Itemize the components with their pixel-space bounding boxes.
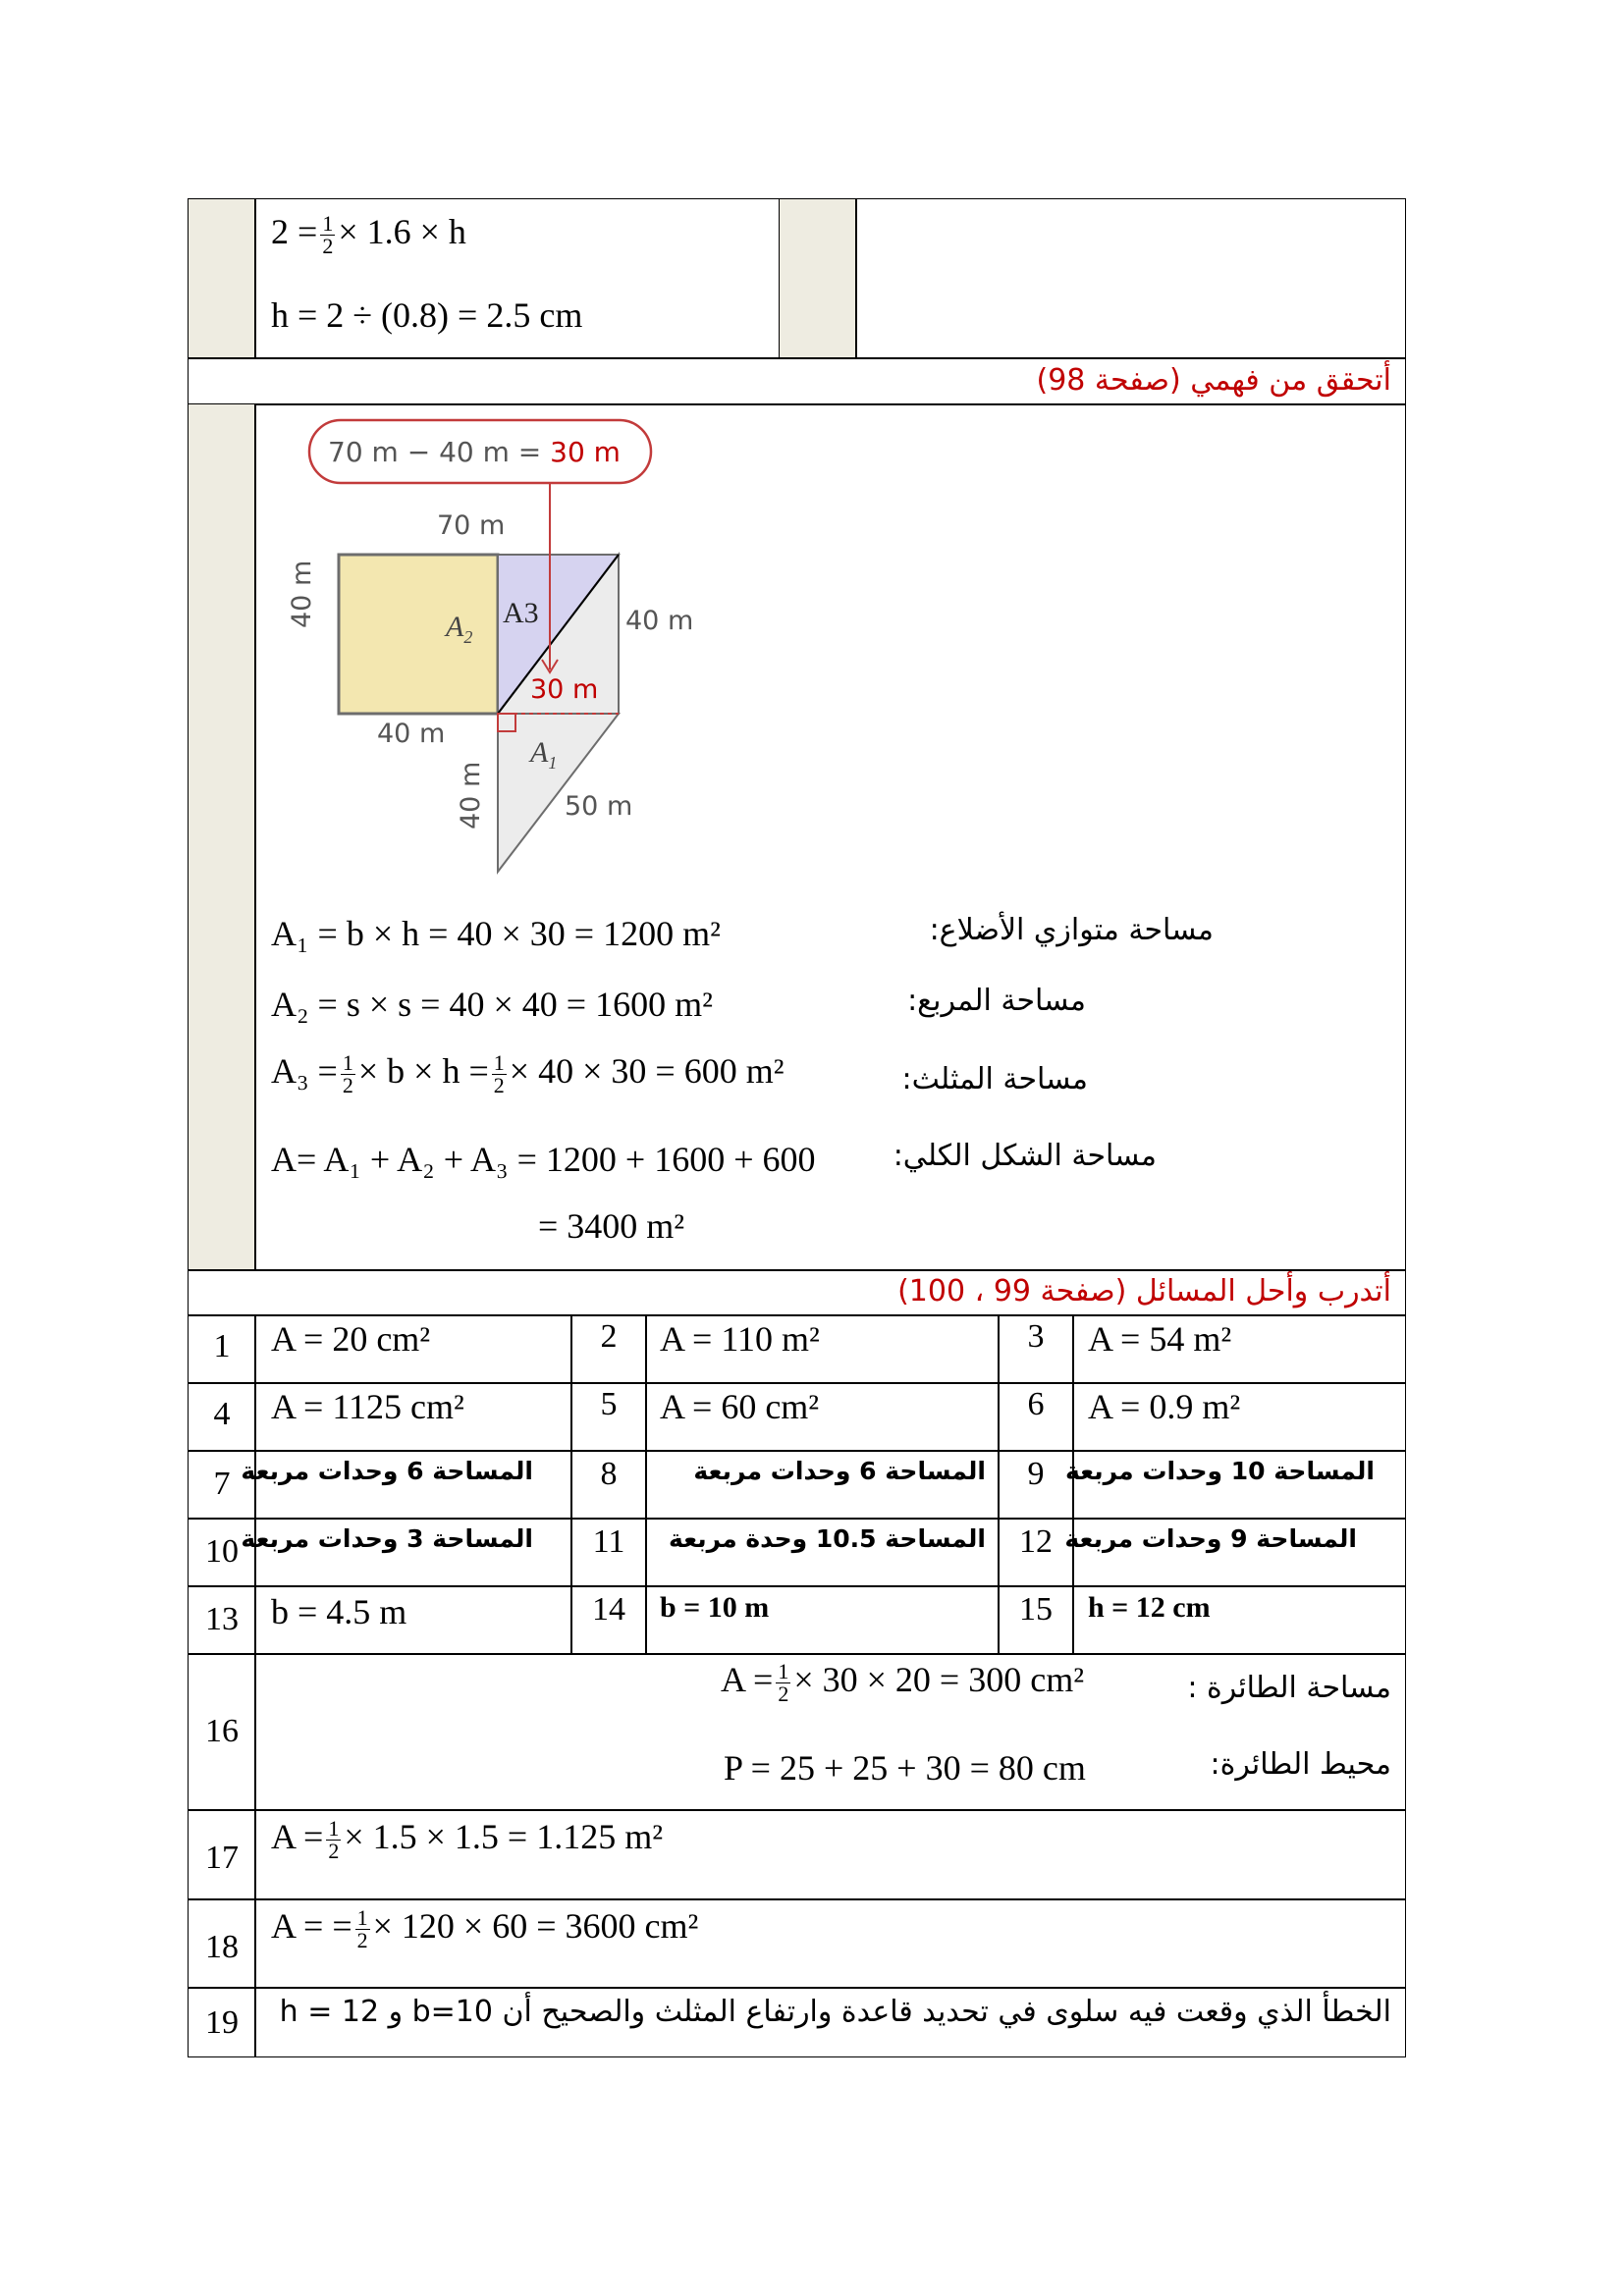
label-bottom-40: 40 m (377, 719, 446, 749)
q-num: 19 (205, 2004, 239, 2041)
q-num: 15 (1019, 1591, 1053, 1628)
answer-text: المساحة 6 وحدات مربعة (693, 1457, 986, 1485)
q-num: 17 (205, 1840, 239, 1876)
q-num: 4 (213, 1396, 231, 1432)
label-a3: A3 (503, 597, 539, 629)
q-num: 6 (1027, 1386, 1045, 1422)
section2-title: أتدرب وأحل المسائل (صفحة 99 ، 100) (897, 1274, 1391, 1308)
answer-text: المساحة 6 وحدات مربعة (241, 1457, 533, 1485)
answer-text: h = 12 cm (1088, 1591, 1211, 1624)
q19-text: الخطأ الذي وقعت فيه سلوى في تحديد قاعدة وارتفاع المثلث والصحيح أن b=10 و h = 12 (279, 1995, 1391, 2029)
top-empty-cell (855, 198, 1406, 359)
q-num: 18 (205, 1929, 239, 1965)
q16-perimeter-label: محيط الطائرة: (1210, 1747, 1391, 1782)
q-num: 5 (600, 1386, 618, 1422)
total-result: = 3400 m² (538, 1206, 685, 1246)
total-equation: A= A₁ + A₂ + A₃ = 1200 + 1600 + 600 (271, 1140, 816, 1179)
a1-label: مساحة متوازي الأضلاع: (929, 913, 1214, 947)
label-lower-left-40: 40 m (456, 761, 486, 829)
a2-label: مساحة المربع: (907, 984, 1086, 1018)
callout-text: 70 m − 40 m = 30 m (328, 436, 621, 468)
q-num: 3 (1027, 1318, 1045, 1355)
label-hyp-50: 50 m (565, 791, 633, 822)
answer-text: A = 20 cm² (271, 1319, 431, 1359)
q-num: 8 (600, 1456, 618, 1492)
answer-text: A = 1125 cm² (271, 1387, 464, 1426)
answer-text: A = 54 m² (1088, 1319, 1232, 1359)
q-num: 9 (1027, 1456, 1045, 1492)
q17-equation: A = $\frac{1}{2}$ × 1.5 × 1.5 = 1.125 m² (271, 1816, 664, 1864)
label-top-70: 70 m (437, 510, 506, 541)
q-num: 7 (213, 1466, 231, 1502)
q-num: 14 (592, 1591, 625, 1628)
total-label: مساحة الشكل الكلي: (893, 1139, 1157, 1173)
top-equation-1: 2 = $\frac{1}{2}$ × 1.6 × h (271, 211, 466, 259)
q16-perimeter-equation: P = 25 + 25 + 30 = 80 cm (724, 1748, 1086, 1788)
a2-equation: A₂ = s × s = 40 × 40 = 1600 m² (271, 985, 713, 1024)
label-right-40: 40 m (625, 606, 694, 636)
q-num: 16 (205, 1713, 239, 1749)
answer-text: A = 0.9 m² (1088, 1387, 1241, 1426)
q16-area-label: مساحة الطائرة : (1187, 1671, 1391, 1705)
answer-text: b = 10 m (660, 1591, 770, 1624)
q-num: 2 (600, 1318, 618, 1355)
top-num-cell (188, 198, 256, 359)
label-a1: $A_1$ (530, 736, 558, 773)
answer-text: A = 60 cm² (660, 1387, 820, 1426)
q-num: 12 (1019, 1523, 1053, 1560)
label-mid-30: 30 m (530, 674, 599, 705)
square-a2 (339, 555, 498, 714)
composite-figure (285, 412, 697, 883)
answer-text: المساحة 10.5 وحدة مربعة (669, 1524, 986, 1553)
answer-text: A = 110 m² (660, 1319, 820, 1359)
top-equation-2: h = 2 ÷ (0.8) = 2.5 cm (271, 295, 583, 335)
answer-text: المساحة 10 وحدات مربعة (1064, 1457, 1375, 1485)
answer-text: المساحة 3 وحدات مربعة (241, 1524, 533, 1553)
q18-equation: A = = $\frac{1}{2}$ × 120 × 60 = 3600 cm² (271, 1905, 699, 1953)
a1-equation: A₁ = b × h = 40 × 30 = 1200 m² (271, 914, 721, 953)
a3-equation: A₃ = $\frac{1}{2}$ × b × h = $\frac{1}{2}$ × 40 × 30 = 600 m² (271, 1050, 785, 1098)
a3-label: مساحة المثلث: (901, 1062, 1088, 1096)
label-left-40: 40 m (287, 560, 317, 628)
answer-text: b = 4.5 m (271, 1592, 407, 1631)
q-num: 11 (592, 1523, 625, 1560)
section1-title: أتحقق من فهمي (صفحة 98) (1036, 363, 1391, 398)
q16-area-equation: A = $\frac{1}{2}$ × 30 × 20 = 300 cm² (721, 1659, 1085, 1707)
section1-num-cell (188, 403, 256, 1271)
q-num: 10 (205, 1533, 239, 1570)
top-num-cell-2 (779, 198, 857, 359)
label-a2: $A_2$ (446, 611, 473, 647)
q-num: 1 (213, 1328, 231, 1364)
answer-text: المساحة 9 وحدات مربعة (1064, 1524, 1357, 1553)
q-num: 13 (205, 1601, 239, 1637)
